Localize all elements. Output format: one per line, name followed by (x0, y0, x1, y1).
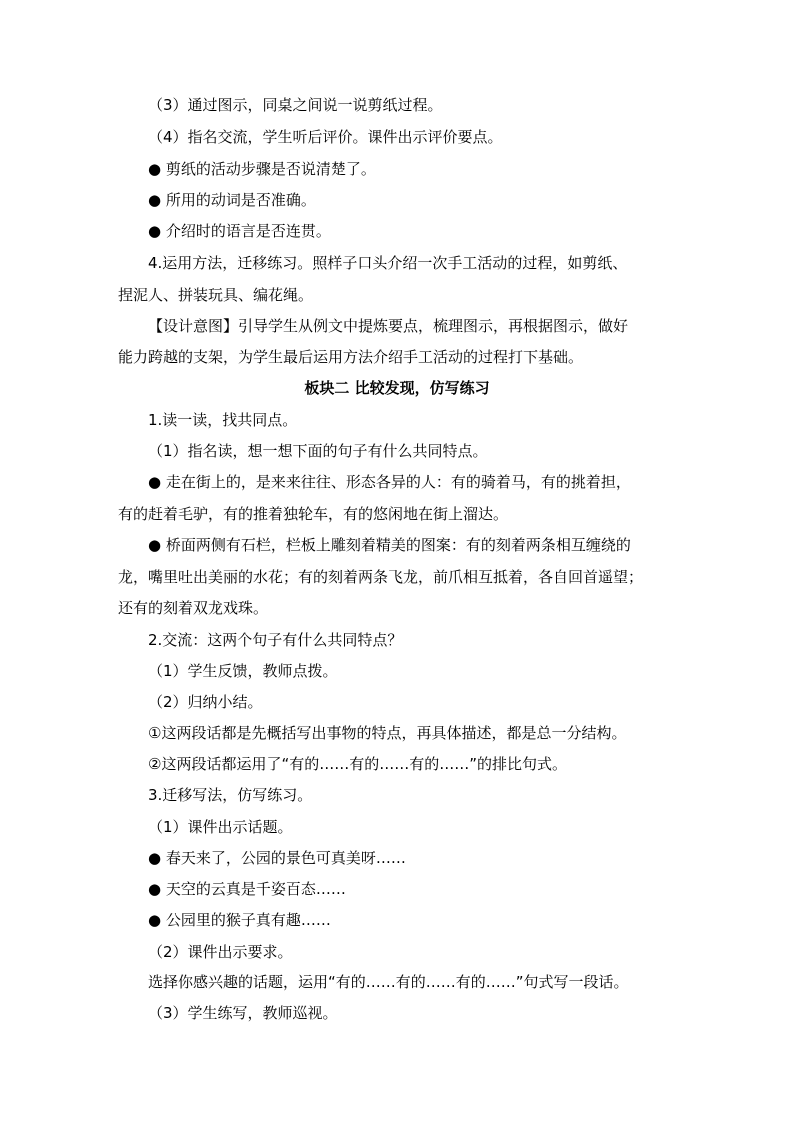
text-line: （2）归纳小结。 (148, 693, 263, 711)
text-line: （1）学生反馈，教师点拨。 (148, 662, 338, 680)
section-heading: 板块二 比较发现，仿写练习 (304, 379, 490, 397)
text-line: （3）学生练写，教师巡视。 (148, 1004, 338, 1022)
text-line: 捏泥人、拼装玩具、编花绳。 (118, 286, 314, 304)
bullet-line: ● 春天来了，公园的景色可真美呀…… (148, 849, 406, 867)
text-line: （2）课件出示要求。 (148, 943, 293, 961)
text-line: 1.读一读，找共同点。 (148, 411, 298, 429)
bullet-line: ● 桥面两侧有石栏，栏板上雕刻着精美的图案：有的刻着两条相互缠绕的 (148, 536, 631, 554)
text-line: （1）课件出示话题。 (148, 818, 293, 836)
text-line: 有的赶着毛驴，有的推着独轮车，有的悠闲地在街上溜达。 (118, 505, 509, 523)
text-line: 3.迁移写法，仿写练习。 (148, 786, 313, 804)
bullet-line: ● 天空的云真是千姿百态…… (148, 880, 346, 898)
text-line: 4.运用方法，迁移练习。照样子口头介绍一次手工活动的过程，如剪纸、 (148, 254, 628, 272)
text-line: （1）指名读，想一想下面的句子有什么共同特点。 (148, 442, 488, 460)
bullet-line: ● 公园里的猴子真有趣…… (148, 911, 331, 929)
bullet-line: ● 剪纸的活动步骤是否说清楚了。 (148, 160, 376, 178)
text-line: 龙，嘴里吐出美丽的水花；有的刻着两条飞龙，前爪相互抵着，各自回首遥望； (118, 568, 644, 586)
text-line: 选择你感兴趣的话题，运用“有的……有的……有的……”句式写一段话。 (148, 973, 629, 991)
text-line: （4）指名交流，学生听后评价。课件出示评价要点。 (148, 128, 503, 146)
design-intent-line: 能力跨越的支架，为学生最后运用方法介绍手工活动的过程打下基础。 (118, 348, 584, 366)
bullet-line: ● 介绍时的语言是否连贯。 (148, 222, 331, 240)
text-line: 2.交流：这两个句子有什么共同特点？ (148, 631, 403, 649)
bullet-line: ● 所用的动词是否准确。 (148, 191, 316, 209)
text-line: 还有的刻着双龙戏珠。 (118, 599, 269, 617)
design-intent-line: 【设计意图】引导学生从例文中提炼要点，梳理图示，再根据图示，做好 (148, 317, 629, 335)
text-line: （3）通过图示，同桌之间说一说剪纸过程。 (148, 96, 443, 114)
text-line: ①这两段话都是先概括写出事物的特点，再具体描述，都是总一分结构。 (148, 724, 627, 742)
text-line: ②这两段话都运用了“有的……有的……有的……”的排比句式。 (148, 755, 567, 773)
bullet-line: ● 走在街上的，是来来往往、形态各异的人：有的骑着马，有的挑着担， (148, 473, 631, 491)
